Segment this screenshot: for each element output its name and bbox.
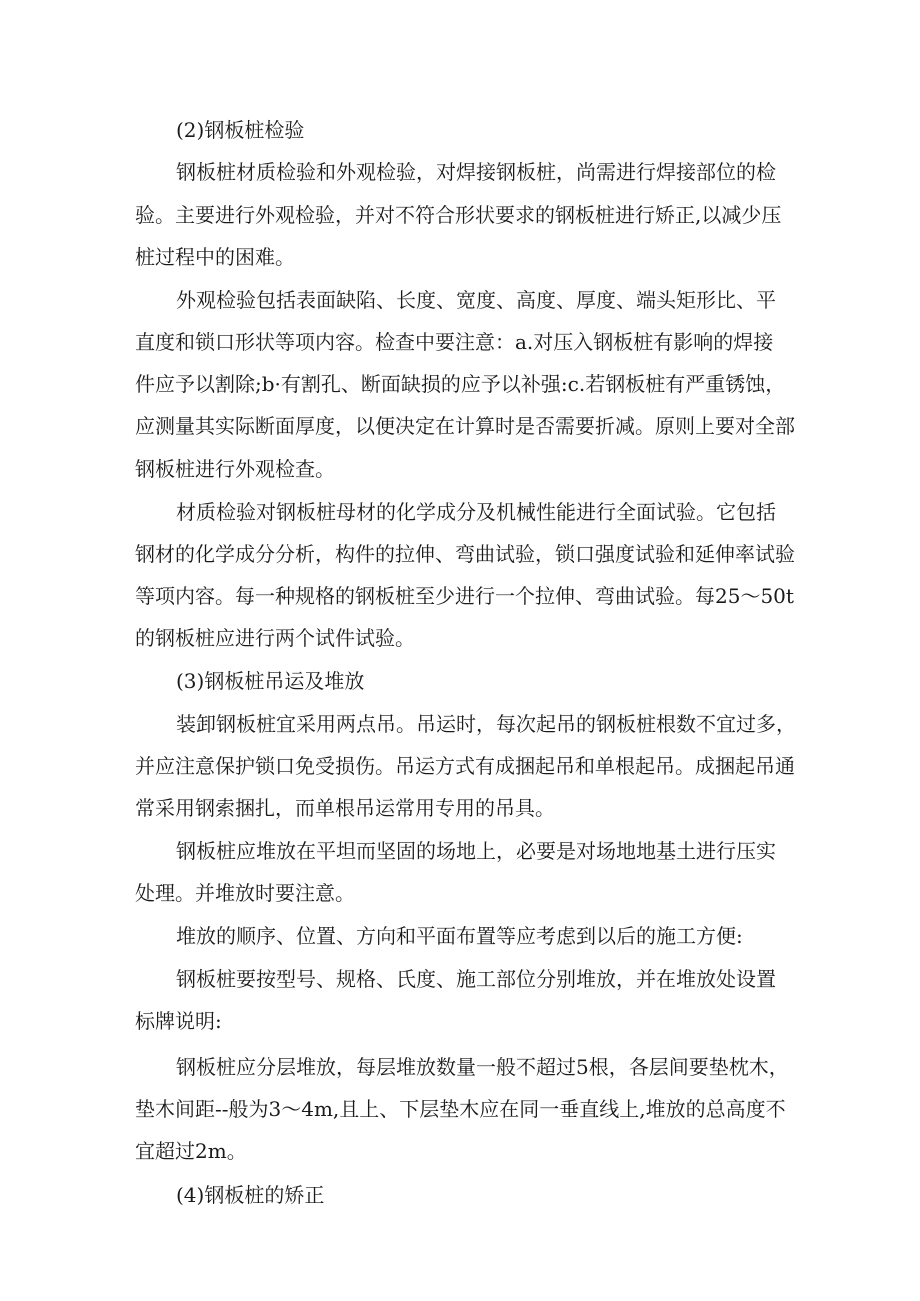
- paragraph-line: 并应注意保护锁口免受损伤。吊运方式有成捆起吊和单根起吊。成捆起吊通: [135, 754, 795, 778]
- paragraph-line: 钢板桩应堆放在平坦而坚固的场地上，必要是对场地地基土进行压实: [176, 839, 776, 863]
- section-heading-4: (4)钢板桩的矫正: [176, 1183, 325, 1207]
- paragraph-line: 桩过程中的困难。: [135, 245, 295, 269]
- paragraph-line: 常采用钢索捆扎，而单根吊运常用专用的吊具。: [135, 796, 555, 820]
- paragraph-line: 标牌说明:: [135, 1009, 222, 1033]
- paragraph-line: 钢板桩要按型号、规格、氏度、施工部位分别堆放，并在堆放处设置: [176, 967, 776, 991]
- paragraph-line: 外观检验包括表面缺陷、长度、宽度、高度、厚度、端头矩形比、平: [176, 288, 776, 312]
- paragraph-line: 钢板桩应分层堆放，每层堆放数量一般不超过5根，各层间要垫枕木，: [176, 1055, 789, 1079]
- paragraph-line: 宜超过2m。: [135, 1139, 247, 1163]
- section-heading-2: (2)钢板桩检验: [176, 118, 305, 142]
- paragraph-line: 等项内容。每一种规格的钢板桩至少进行一个拉伸、弯曲试验。每25～50t: [135, 584, 794, 608]
- paragraph-line: 垫木间距--般为3～4m,且上、下层垫木应在同一垂直线上,堆放的总高度不: [135, 1097, 786, 1121]
- paragraph-line: 材质检验对钢板桩母材的化学成分及机械性能进行全面试验。它包括: [176, 500, 776, 524]
- paragraph-line: 堆放的顺序、位置、方向和平面布置等应考虑到以后的施工方便:: [176, 924, 743, 948]
- paragraph-line: 的钢板桩应进行两个试件试验。: [135, 626, 415, 650]
- paragraph-line: 钢材的化学成分分析，构件的拉伸、弯曲试验，锁口强度试验和延伸率试验: [135, 542, 795, 566]
- paragraph-line: 验。主要进行外观检验，并对不符合形状要求的钢板桩进行矫正,以减少压: [135, 203, 782, 227]
- paragraph-line: 钢板桩进行外观检查。: [135, 457, 335, 481]
- paragraph-line: 装卸钢板桩宜采用两点吊。吊运时，每次起吊的钢板桩根数不宜过多，: [176, 712, 796, 736]
- section-heading-3: (3)钢板桩吊运及堆放: [176, 669, 365, 693]
- paragraph-line: 直度和锁口形状等项内容。检查中要注意：a.对压入钢板桩有影响的焊接: [135, 330, 774, 354]
- paragraph-line: 处理。并堆放时要注意。: [135, 881, 355, 905]
- paragraph-line: 钢板桩材质检验和外观检验，对焊接钢板桩，尚需进行焊接部位的检: [176, 160, 776, 184]
- paragraph-line: 应测量其实际断面厚度，以便决定在计算时是否需要折减。原则上要对全部: [135, 414, 795, 438]
- paragraph-line: 件应予以割除;b·有割孔、断面缺损的应予以补强:c.若钢板桩有严重锈蚀，: [135, 372, 786, 396]
